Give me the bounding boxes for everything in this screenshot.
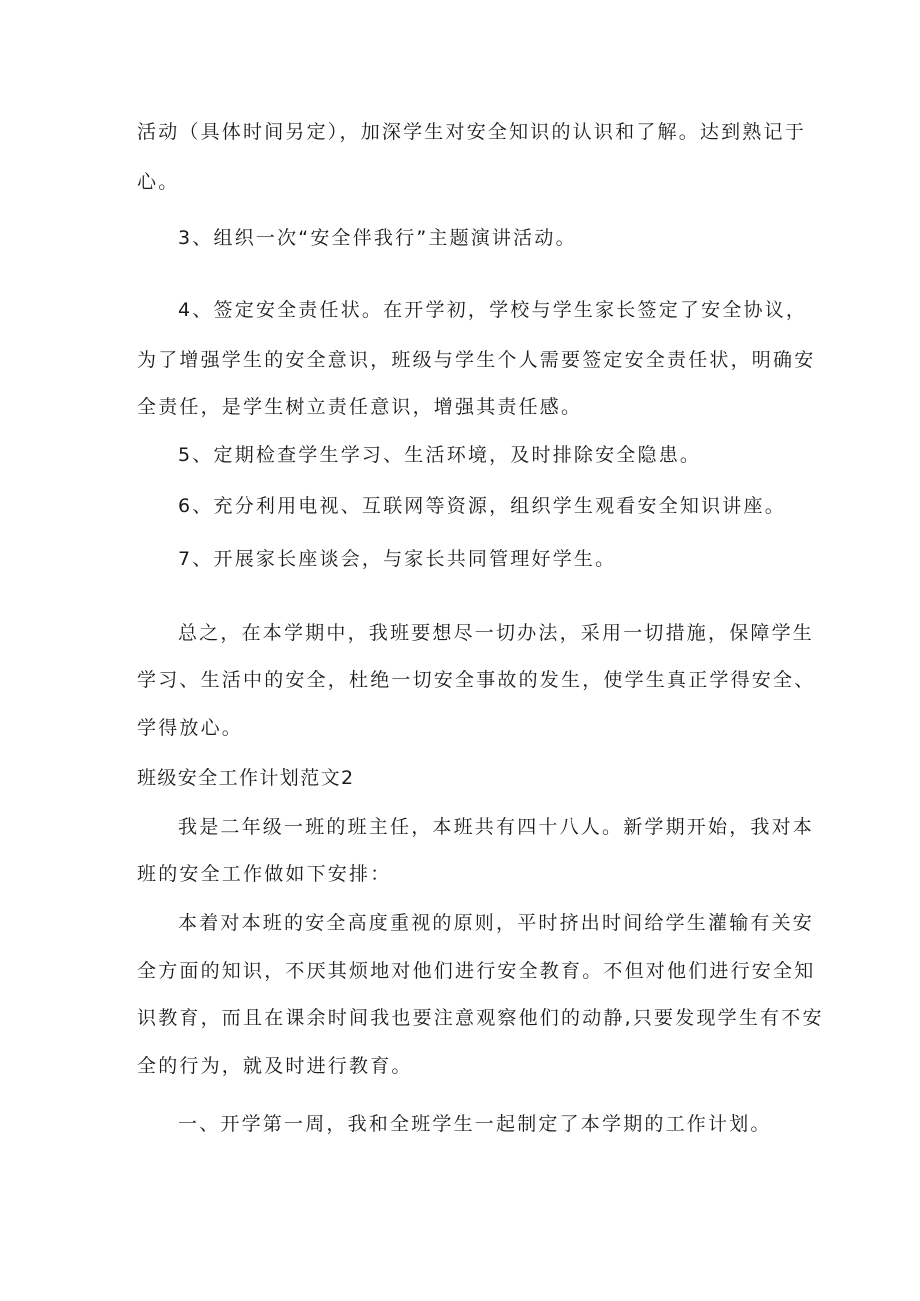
- paragraph-line: 班的安全工作做如下安排：: [137, 863, 392, 885]
- section-heading: 班级安全工作计划范文2: [137, 767, 355, 789]
- list-item-5: 5、定期检查学生学习、生活环境，及时排除安全隐患。: [178, 444, 702, 466]
- paragraph-line: 学习、生活中的安全，杜绝一切安全事故的发生，使学生真正学得安全、: [137, 669, 816, 691]
- paragraph-line: 全的行为，就及时进行教育。: [137, 1055, 413, 1077]
- paragraph-line: 心。: [137, 171, 180, 193]
- paragraph-line: 本着对本班的安全高度重视的原则，平时挤出时间给学生灌输有关安: [178, 912, 815, 934]
- list-item-1: 一、开学第一周，我和全班学生一起制定了本学期的工作计划。: [178, 1113, 772, 1135]
- paragraph-line: 我是二年级一班的班主任，本班共有四十八人。新学期开始，我对本: [178, 816, 815, 838]
- paragraph-line: 全责任，是学生树立责任意识，增强其责任感。: [137, 396, 583, 418]
- paragraph-line: 为了增强学生的安全意识，班级与学生个人需要签定安全责任状，明确安: [137, 349, 816, 371]
- list-item-7: 7、开展家长座谈会，与家长共同管理好学生。: [178, 548, 617, 570]
- paragraph-line: 全方面的知识，不厌其烦地对他们进行安全教育。不但对他们进行安全知: [137, 960, 816, 982]
- list-item-4: 4、签定安全责任状。在开学初，学校与学生家长签定了安全协议，: [178, 299, 808, 321]
- paragraph-line: 总之，在本学期中，我班要想尽一切办法，采用一切措施，保障学生: [178, 622, 815, 644]
- paragraph-line: 学得放心。: [137, 717, 244, 739]
- list-item-6: 6、充分利用电视、互联网等资源，组织学生观看安全知识讲座。: [178, 495, 786, 517]
- paragraph-line: 识教育，而且在课余时间我也要注意观察他们的动静,只要发现学生有不安: [137, 1007, 824, 1029]
- list-item-3: 3、组织一次“安全伴我行”主题演讲活动。: [178, 227, 577, 249]
- paragraph-line: 活动（具体时间另定），加深学生对安全知识的认识和了解。达到熟记于: [137, 121, 806, 143]
